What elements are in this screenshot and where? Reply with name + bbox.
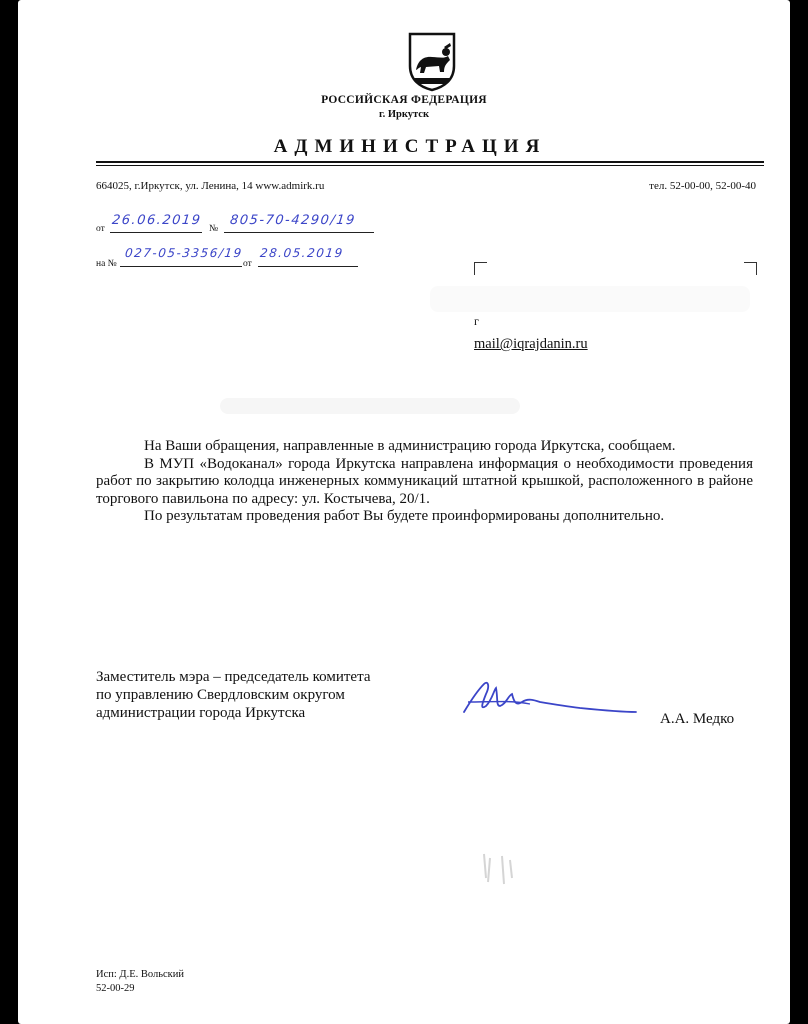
signatory-line-3: администрации города Иркутска [96,705,306,721]
recipient-mark: г [474,314,479,328]
signatory-name: А.А. Медко [660,711,735,727]
outgoing-date: 26.06.2019 [111,213,203,228]
body-paragraph-1: На Ваши обращения, направленные в администрацию города Иркутска, сообщаем. [144,438,676,454]
recipient-corner-right [744,262,757,275]
signatory-line-2: по управлению Свердловским округом [96,687,345,703]
body-paragraph-2: В МУП «Водоканал» города Иркутска направлена информация о необходимости проведения работ по закрытию колодца инженерных коммуникаций штатной крышкой, расположенного в районе торгового павильона по адресу: ул. Костычева, 20/1. [96,455,753,507]
signatory-line-1: Заместитель мэра – председатель комитета [96,669,371,685]
number-underline [224,232,374,233]
redacted-salutation [220,398,520,414]
executor-name: Исп: Д.Е. Вольский [96,969,184,980]
outgoing-number: 805-70-4290/19 [229,213,357,228]
letter-body [96,438,753,526]
recipient-corner-left [474,262,487,275]
signatory-title [96,668,370,722]
country-name: РОССИЙСКАЯ ФЕДЕРАЦИЯ [321,94,487,106]
executor-info [96,968,184,996]
reply-number: 027-05-3356/19 [124,246,244,260]
number-label: № [209,224,219,234]
date-underline [110,232,202,233]
recipient-email: mail@iqrajdanin.ru [474,336,588,352]
reply-label: на № [96,259,117,269]
executor-phone: 52-00-29 [96,983,135,994]
body-paragraph-3: По результатам проведения работ Вы будете проинформированы дополнительно. [144,508,665,525]
document-title: АДМИНИСТРАЦИЯ [273,136,547,157]
header-rule-thin [96,165,764,166]
redacted-recipient [430,286,750,312]
handwritten-signature-icon [460,672,640,724]
reply-date: 28.05.2019 [259,246,345,260]
address-line: 664025, г.Иркутск, ул. Ленина, 14 www.admirk.ru [96,180,325,192]
coat-of-arms-icon [406,30,458,92]
reply-number-underline [120,266,242,267]
from-label: от [96,224,105,234]
header-rule [96,161,764,163]
faint-stamp-mark [476,848,526,892]
city-name: г. Иркутск [379,109,429,120]
phone-line: тел. 52-00-00, 52-00-40 [649,180,756,192]
reply-date-underline [258,266,358,267]
reply-from-label: от [243,259,252,269]
